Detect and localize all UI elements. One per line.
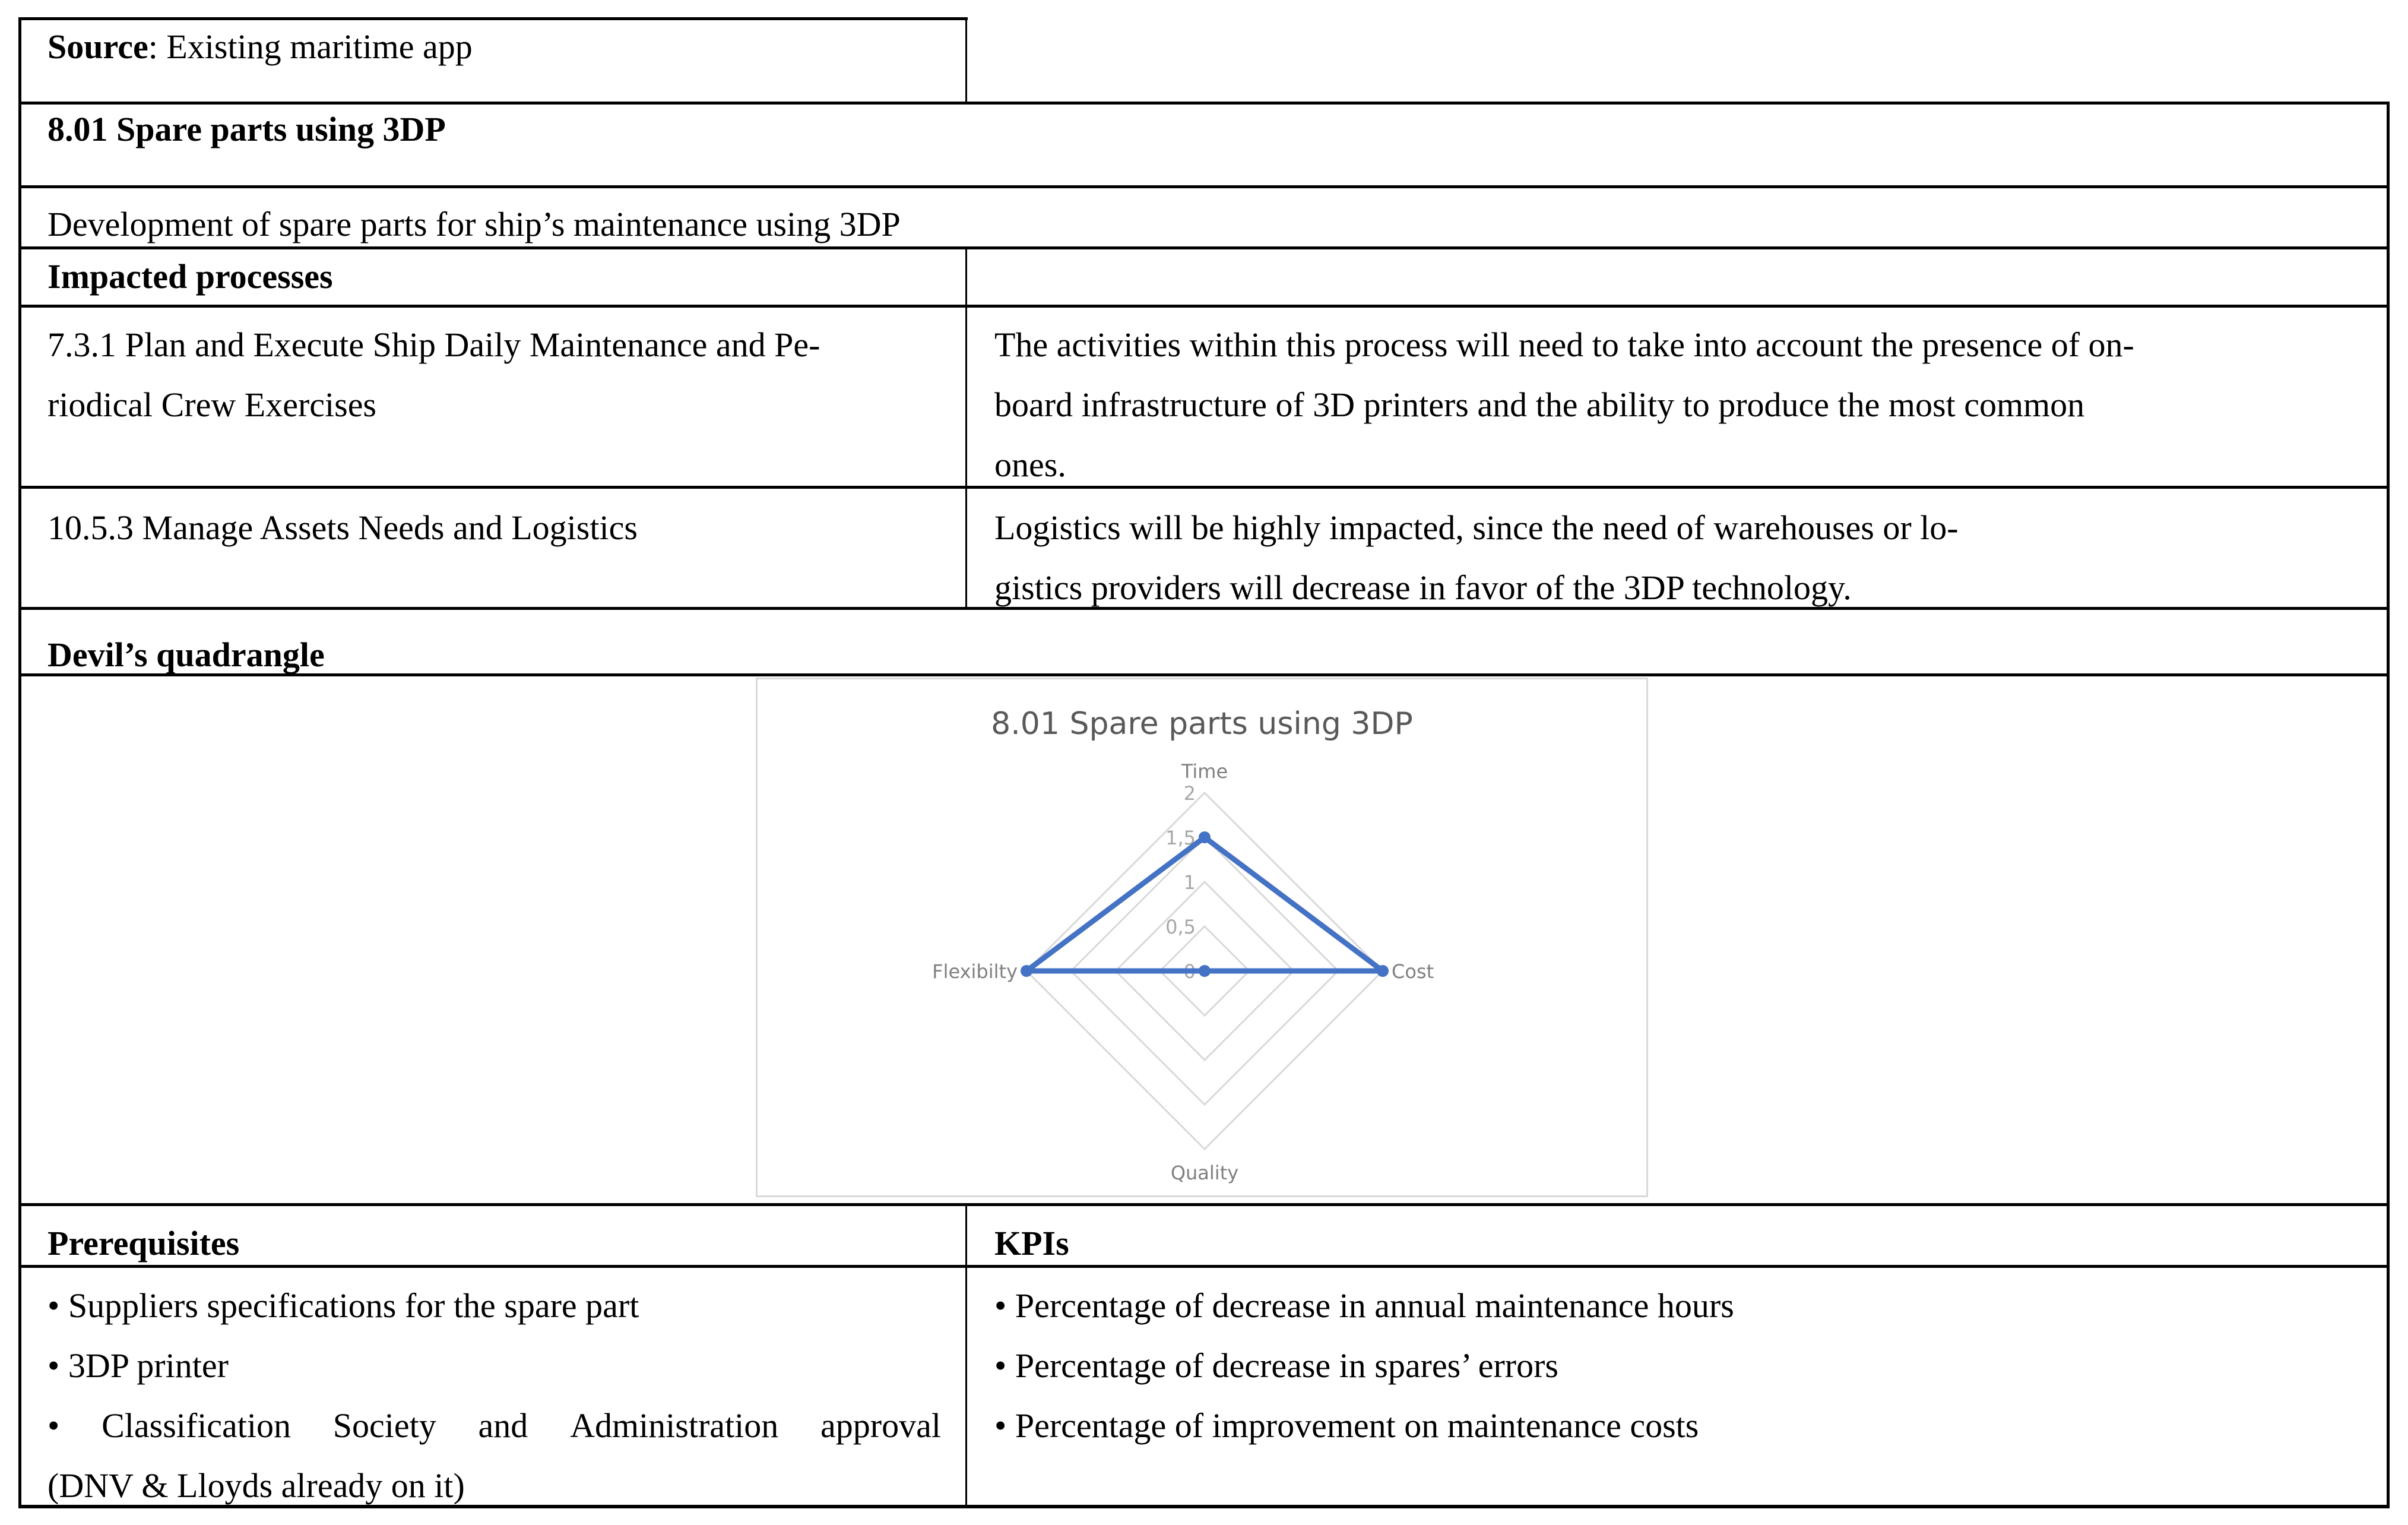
prerequisites-list xyxy=(47,1276,941,1515)
prerequisites-header: Prerequisites xyxy=(47,1224,240,1263)
process-line: 7.3.1 Plan and Execute Ship Daily Maintenance and Pe- xyxy=(47,325,820,364)
category-label-cost: Cost xyxy=(1392,960,1434,983)
column-divider xyxy=(965,246,967,609)
page-title: 8.01 Spare parts using 3DP xyxy=(47,110,446,148)
impact-cell xyxy=(994,498,1959,618)
source-line xyxy=(47,17,473,77)
category-label-flexibility: Flexibilty xyxy=(932,960,1018,983)
process-line: riodical Crew Exercises xyxy=(47,385,377,424)
process-cell xyxy=(47,315,820,435)
category-label-quality: Quality xyxy=(1170,1162,1239,1184)
source-separator: : xyxy=(148,27,167,66)
list-item: • 3DP printer xyxy=(47,1346,229,1385)
impact-line: The activities within this process will need to take into account the presence of on- xyxy=(994,325,2134,364)
impact-cell xyxy=(994,315,2134,495)
tick-label: 0,5 xyxy=(1165,916,1196,938)
process-cell xyxy=(47,498,638,558)
bullet-icon: • xyxy=(47,1346,60,1385)
kpis-header: KPIs xyxy=(994,1224,1069,1263)
impact-line: board infrastructure of 3D printers and the ability to produce the most common xyxy=(994,385,2085,424)
impact-line: ones. xyxy=(994,445,1066,484)
axis-tick-labels xyxy=(1165,782,1196,983)
data-series xyxy=(1021,831,1389,977)
list-item: • Percentage of decrease in annual maintenance hours xyxy=(994,1286,1734,1325)
list-item: • Suppliers specifications for the spare part xyxy=(47,1286,639,1325)
list-item: • Percentage of improvement on maintenance costs xyxy=(994,1406,1699,1445)
table-left-border xyxy=(18,102,21,1508)
radar-plot xyxy=(758,679,1646,1195)
devils-quadrangle-header: Devil’s quadrangle xyxy=(47,635,325,674)
data-point-marker xyxy=(1377,965,1389,977)
impact-line: Logistics will be highly impacted, since the need of warehouses or lo- xyxy=(994,508,1959,547)
bullet-icon: • xyxy=(47,1406,60,1445)
series-line xyxy=(1026,837,1383,971)
source-label: Source xyxy=(47,27,148,66)
bullet-icon: • xyxy=(994,1286,1007,1325)
source-value: Existing maritime app xyxy=(166,27,473,66)
bullet-icon: • xyxy=(994,1406,1007,1445)
list-item: • Percentage of decrease in spares’ errors xyxy=(994,1346,1558,1385)
list-item: • Classification Society and Administration approval xyxy=(47,1396,941,1456)
category-label-time: Time xyxy=(1181,760,1228,783)
kpis-list xyxy=(994,1276,1734,1456)
tick-label: 0 xyxy=(1183,960,1196,983)
source-box-left-border xyxy=(18,17,21,103)
data-point-marker xyxy=(1199,831,1211,843)
list-item-continuation: (DNV & Lloyds already on it) xyxy=(47,1466,465,1505)
row-divider xyxy=(18,1203,2390,1206)
data-point-marker xyxy=(1199,965,1211,977)
row-divider xyxy=(18,305,2390,308)
process-line: 10.5.3 Manage Assets Needs and Logistics xyxy=(47,508,638,547)
bullet-icon: • xyxy=(47,1286,60,1325)
chart-title: 8.01 Spare parts using 3DP xyxy=(991,706,1413,742)
impact-line: gistics providers will decrease in favor of the 3DP technology. xyxy=(994,568,1852,607)
bullet-icon: • xyxy=(994,1346,1007,1385)
impacted-processes-header: Impacted processes xyxy=(47,257,333,296)
row-divider xyxy=(18,673,2390,676)
description: Development of spare parts for ship’s maintenance using 3DP xyxy=(47,205,901,243)
tick-label: 2 xyxy=(1183,782,1196,805)
column-divider xyxy=(965,1203,967,1506)
row-divider xyxy=(18,185,2390,188)
source-box-right-border xyxy=(965,17,967,103)
tick-label: 1 xyxy=(1183,871,1196,894)
data-point-marker xyxy=(1021,965,1032,977)
row-divider xyxy=(18,1265,2390,1268)
radar-chart xyxy=(756,678,1648,1197)
tick-label: 1,5 xyxy=(1165,827,1196,849)
table-right-border xyxy=(2387,102,2390,1508)
